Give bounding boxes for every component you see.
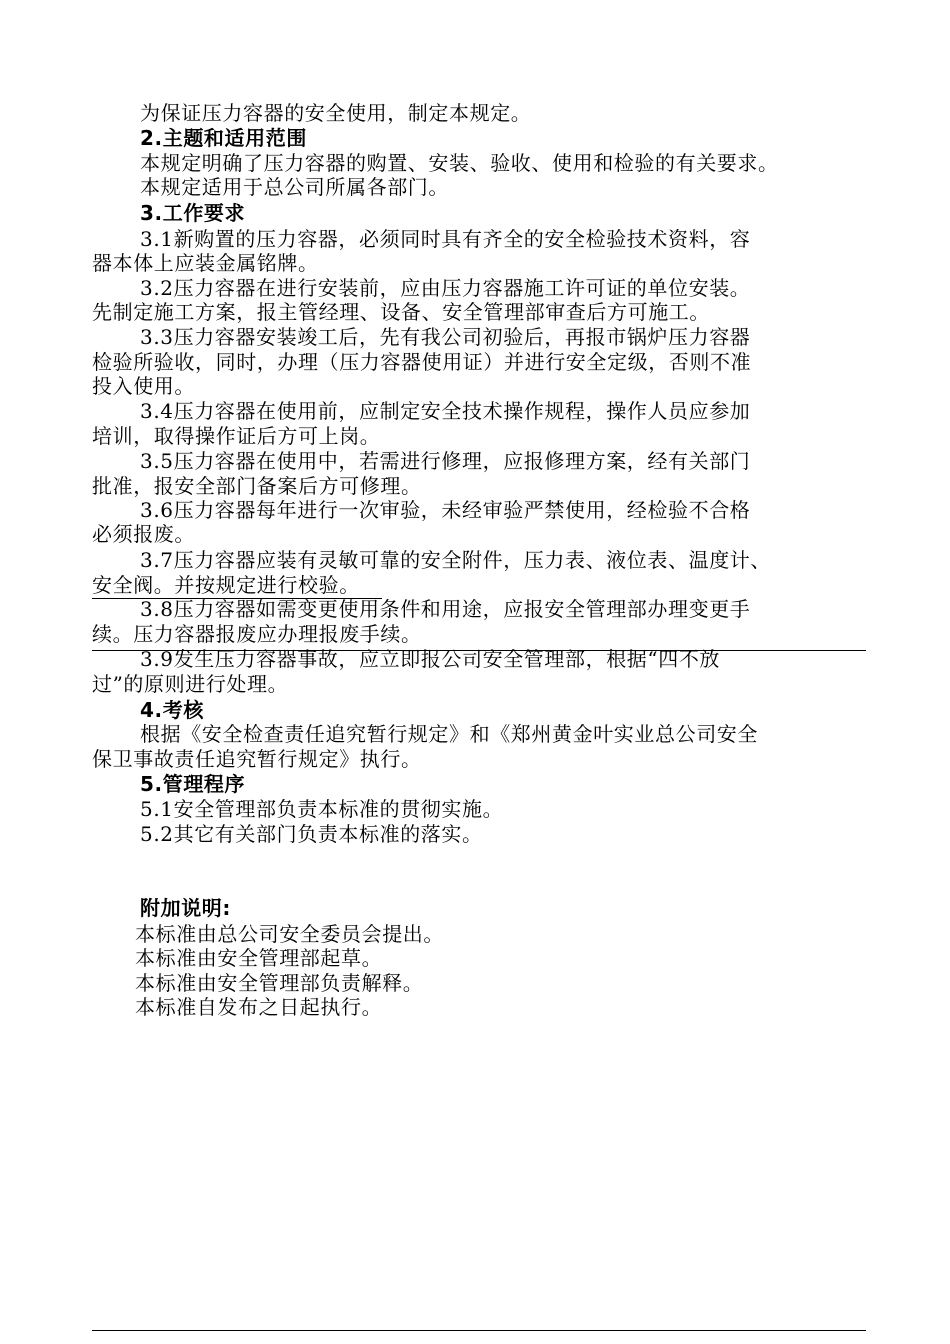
section3-line: 必须报废。 (92, 522, 195, 546)
section3-line: 安全阀。并按规定进行校验。 (92, 573, 360, 597)
appendix-line: 本标准由总公司安全委员会提出。 (135, 922, 444, 946)
section3-line: 续。压力容器报废应办理报废手续。 (92, 622, 422, 646)
section3-heading: 3.工作要求 (140, 201, 246, 225)
section3-line: 3.2压力容器在进行安装前，应由压力容器施工许可证的单位安装。 (140, 276, 751, 300)
appendix-heading: 附加说明: (140, 896, 231, 920)
section2-line: 本规定明确了压力容器的购置、安装、验收、使用和检验的有关要求。 (140, 151, 779, 175)
intro-text: 为保证压力容器的安全使用，制定本规定。 (140, 101, 532, 125)
page-footer-rule (92, 1330, 866, 1331)
section4-line: 保卫事故责任追究暂行规定》执行。 (92, 747, 422, 771)
section2-line: 本规定适用于总公司所属各部门。 (140, 175, 449, 199)
section3-line: 培训，取得操作证后方可上岗。 (92, 424, 381, 448)
appendix-line: 本标准由安全管理部起草。 (135, 946, 383, 970)
section4-line: 根据《安全检查责任追究暂行规定》和《郑州黄金叶实业总公司安全 (140, 722, 758, 746)
section3-line: 先制定施工方案，报主管经理、设备、安全管理部审查后方可施工。 (92, 300, 710, 324)
section3-line: 3.5压力容器在使用中，若需进行修理，应报修理方案，经有关部门 (140, 449, 751, 473)
section3-line: 3.1新购置的压力容器，必须同时具有齐全的安全检验技术资料，容 (140, 227, 751, 251)
section3-line: 3.3压力容器安装竣工后，先有我公司初验后，再报市锅炉压力容器 (140, 325, 751, 349)
section5-line: 5.2其它有关部门负责本标准的落实。 (140, 822, 483, 846)
section2-heading: 2.主题和适用范围 (140, 126, 307, 150)
section3-line: 批准，报安全部门备案后方可修理。 (92, 474, 422, 498)
appendix-line: 本标准自发布之日起执行。 (135, 995, 383, 1019)
section5-line: 5.1安全管理部负责本标准的贯彻实施。 (140, 797, 504, 821)
appendix-line: 本标准由安全管理部负责解释。 (135, 971, 424, 995)
section3-line: 器本体上应装金属铭牌。 (92, 251, 319, 275)
section3-line: 3.4压力容器在使用前，应制定安全技术操作规程，操作人员应参加 (140, 399, 751, 423)
section3-line: 3.6压力容器每年进行一次审验，未经审验严禁使用，经检验不合格 (140, 498, 751, 522)
section4-heading: 4.考核 (140, 698, 204, 722)
section3-line: 3.9发生压力容器事故，应立即报公司安全管理部，根据“四不放 (140, 647, 721, 671)
section3-line: 投入使用。 (92, 374, 195, 398)
section3-line: 3.8压力容器如需变更使用条件和用途，应报安全管理部办理变更手 (140, 597, 751, 621)
section3-line: 检验所验收，同时，办理（压力容器使用证）并进行安全定级，否则不准 (92, 350, 752, 374)
section3-line: 过”的原则进行处理。 (92, 672, 289, 696)
section3-line: 3.7压力容器应装有灵敏可靠的安全附件，压力表、液位表、温度计、 (140, 548, 772, 572)
section5-heading: 5.管理程序 (140, 772, 246, 796)
